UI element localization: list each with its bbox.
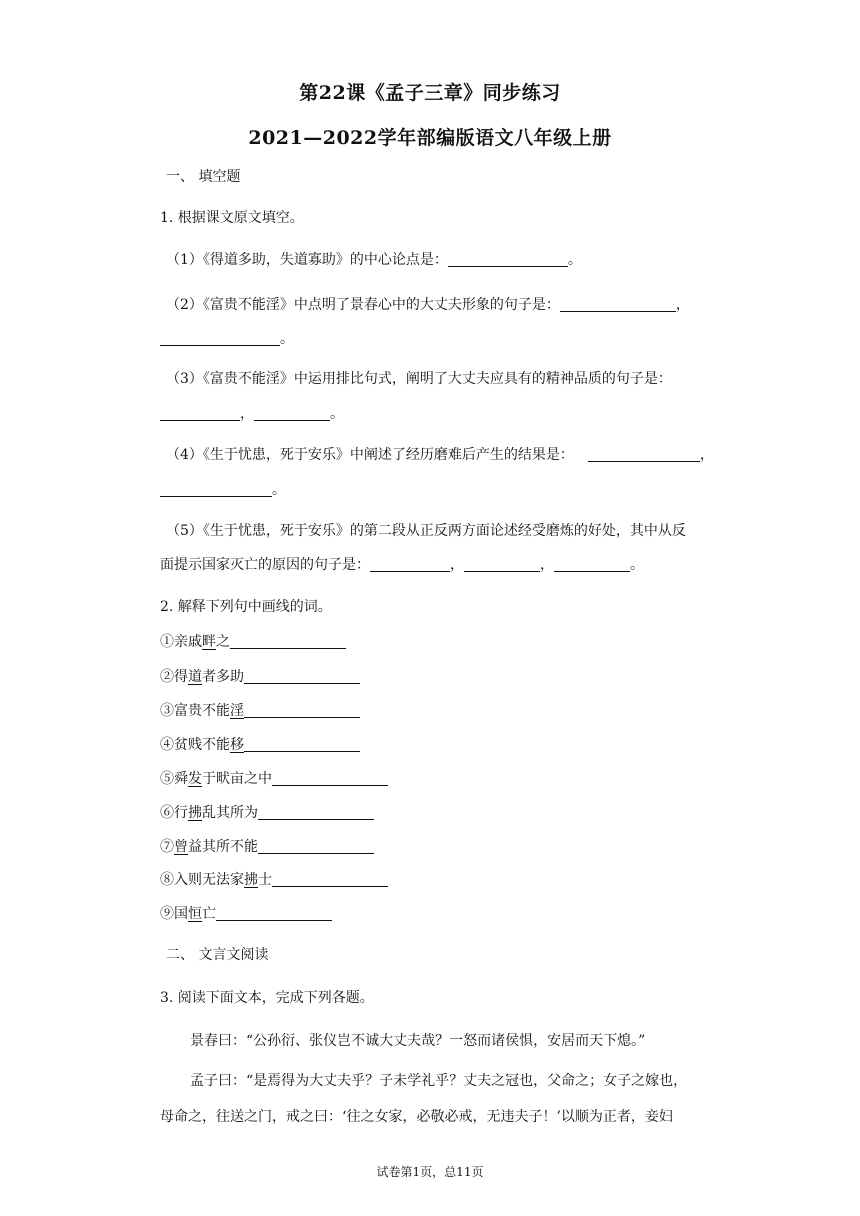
answer-blank[interactable] bbox=[244, 703, 360, 718]
question-1-sub-1: （1）《得道多助，失道寡助》的中心论点是： 。 bbox=[166, 252, 582, 268]
list-item: ⑨国恒亡 bbox=[160, 903, 332, 923]
question-3-stem: 3. 阅读下面文本，完成下列各题。 bbox=[160, 990, 374, 1006]
answer-blank[interactable] bbox=[230, 634, 346, 649]
answer-blank[interactable] bbox=[244, 737, 360, 752]
list-item: ⑥行拂乱其所为 bbox=[160, 802, 374, 822]
answer-blank[interactable] bbox=[554, 557, 630, 572]
section-heading-classical-reading: 二、 文言文阅读 bbox=[166, 947, 269, 963]
answer-blank[interactable] bbox=[258, 839, 374, 854]
page-footer: 试卷第1页，总11页 bbox=[376, 1165, 484, 1179]
answer-blank[interactable] bbox=[464, 557, 540, 572]
page-title: 第22课《孟子三章》同步练习 bbox=[299, 82, 561, 104]
list-item: ⑧入则无法家拂士 bbox=[160, 869, 388, 889]
question-1-sub-2-cont: 。 bbox=[160, 328, 294, 348]
answer-blank[interactable] bbox=[272, 872, 388, 887]
list-item: ⑦曾益其所不能 bbox=[160, 836, 374, 856]
answer-blank[interactable] bbox=[370, 557, 450, 572]
answer-blank[interactable] bbox=[216, 906, 332, 921]
reading-paragraph-2-cont: 母命之，往送之门，戒之曰：‘往之女家，必敬必戒，无违夫子！’以顺为正者，妾妇 bbox=[160, 1109, 673, 1125]
reading-paragraph-2: 孟子曰：“是焉得为大丈夫乎？子未学礼乎？丈夫之冠也，父命之；女子之嫁也， bbox=[190, 1073, 688, 1089]
question-1-sub-4-cont: 。 bbox=[160, 479, 286, 499]
question-1-sub-3: （3）《富贵不能淫》中运用排比句式，阐明了大丈夫应具有的精神品质的句子是： bbox=[166, 371, 672, 387]
answer-blank[interactable] bbox=[272, 771, 388, 786]
list-item: ⑤舜发于畎亩之中 bbox=[160, 768, 388, 788]
answer-blank[interactable] bbox=[244, 669, 360, 684]
answer-blank[interactable] bbox=[560, 297, 676, 312]
reading-paragraph-1: 景春曰：“公孙衍、张仪岂不诚大丈夫哉？一怒而诸侯惧，安居而天下熄。” bbox=[190, 1033, 646, 1049]
question-2-stem: 2. 解释下列句中画线的词。 bbox=[160, 599, 332, 615]
question-1-sub-5-cont: 面提示国家灭亡的原因的句子是： ， ， 。 bbox=[160, 557, 644, 573]
answer-blank[interactable] bbox=[160, 406, 240, 421]
answer-blank[interactable] bbox=[448, 252, 568, 267]
list-item: ①亲戚畔之 bbox=[160, 631, 346, 651]
page-subtitle: 2021—2022学年部编版语文八年级上册 bbox=[248, 127, 612, 149]
list-item: ③富贵不能淫 bbox=[160, 700, 360, 720]
question-1-sub-3-cont: ， 。 bbox=[160, 403, 344, 423]
answer-blank[interactable] bbox=[160, 482, 272, 497]
answer-blank[interactable] bbox=[254, 406, 330, 421]
question-1-sub-5: （5）《生于忧患，死于安乐》的第二段从正反两方面论述经受磨炼的好处，其中从反 bbox=[166, 523, 686, 539]
question-1-sub-4: （4）《生于忧患，死于安乐》中阐述了经历磨难后产生的结果是： ， bbox=[166, 447, 714, 463]
answer-blank[interactable] bbox=[160, 331, 280, 346]
answer-blank[interactable] bbox=[258, 805, 374, 820]
list-item: ②得道者多助 bbox=[160, 666, 360, 686]
section-heading-fill-in: 一、 填空题 bbox=[166, 169, 241, 185]
question-1-stem: 1. 根据课文原文填空。 bbox=[160, 210, 304, 226]
answer-blank[interactable] bbox=[588, 447, 700, 462]
question-1-sub-2: （2）《富贵不能淫》中点明了景春心中的大丈夫形象的句子是： ， bbox=[166, 297, 690, 313]
list-item: ④贫贱不能移 bbox=[160, 734, 360, 754]
